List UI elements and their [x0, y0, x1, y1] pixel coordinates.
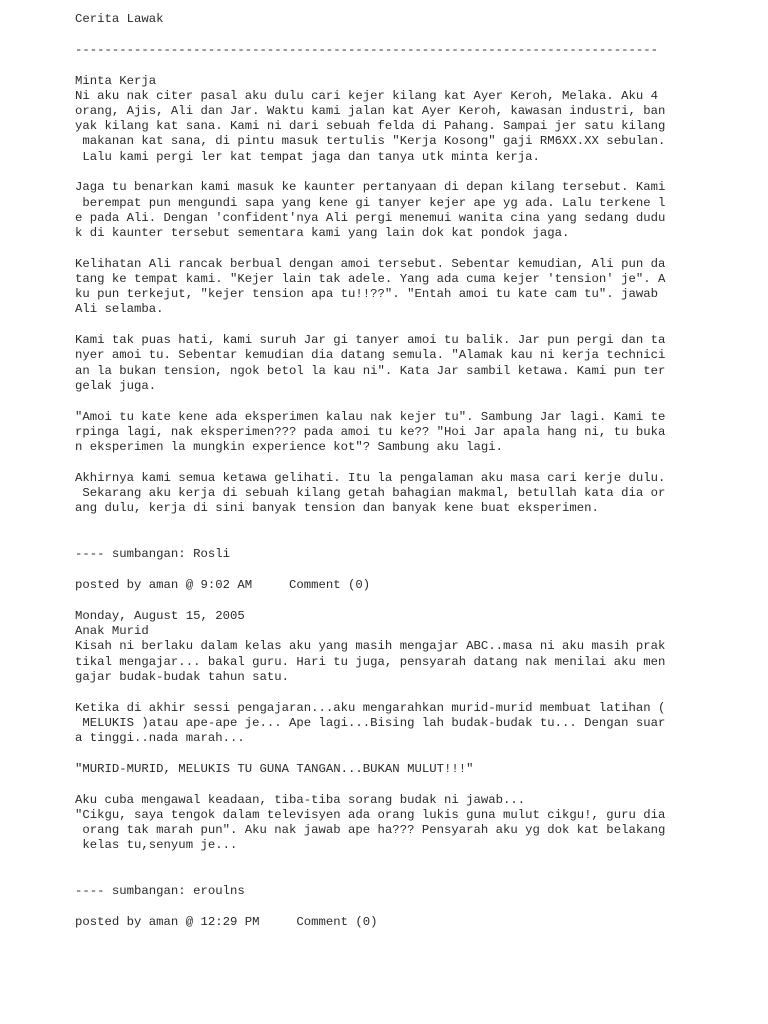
paragraph: Akhirnya kami semua ketawa gelihati. Itu la pengalaman aku masa cari kerje dulu. Sekarang aku kerja di sebuah kilang getah bahagian makmal, betullah kata dia or ang dulu, kerja di sini banyak tension dan banyak kene buat eksperimen.	[75, 470, 666, 516]
paragraph: Kami tak puas hati, kami suruh Jar gi tanyer amoi tu balik. Jar pun pergi dan ta nyer amoi tu. Sebentar kemudian dia datang semula. "Alamak kau ni kerja technici an la bukan tension, ngok betol la kau ni". Kata Jar sambil ketawa. Kami pun ter gelak juga.	[75, 333, 666, 393]
paragraph: Kelihatan Ali rancak berbual dengan amoi tersebut. Sebentar kemudian, Ali pun da tang ke tempat kami. "Kejer lain tak adele. Yang ada cuma kejer 'tension' je". A ku pun terkejut, "kejer tension apa tu!!??". "Entah amoi tu kate cam tu". jawab Ali selamba.	[75, 256, 666, 317]
paragraph: Ketika di akhir sessi pengajaran...aku mengarahkan murid-murid membuat latihan ( MELUKIS )atau ape-ape je... Ape lagi...Bising lah budak-budak tu... Dengan suar a tinggi..nada marah...	[75, 700, 666, 746]
contributor-credit: ---- sumbangan: eroulns	[75, 884, 245, 899]
post-title: Anak Murid	[75, 624, 149, 639]
paragraph: "MURID-MURID, MELUKIS TU GUNA TANGAN...BUKAN MULUT!!!"	[75, 761, 474, 776]
posted-by-link[interactable]: posted by aman @ 12:29 PM	[75, 915, 260, 930]
post-date: Monday, August 15, 2005	[75, 609, 245, 624]
posted-by-link[interactable]: posted by aman @ 9:02 AM	[75, 578, 253, 593]
post-footer	[75, 578, 685, 593]
paragraph: Kisah ni berlaku dalam kelas aku yang masih mengajar ABC..masa ni aku masih prak tikal mengajar... bakal guru. Hari tu juga, pensyarah datang nak menilai aku men gajar budak-budak tahun satu.	[75, 639, 666, 684]
comment-link[interactable]: Comment (0)	[289, 578, 371, 593]
comment-link[interactable]: Comment (0)	[296, 915, 378, 930]
post-minta-kerja	[75, 74, 685, 594]
post-footer	[75, 915, 685, 930]
contributor-credit: ---- sumbangan: Rosli	[75, 547, 230, 562]
paragraph: "Amoi tu kate kene ada eksperimen kalau nak kejer tu". Sambung Jar lagi. Kami te rpinga lagi, nak eksperimen??? pada amoi tu ke?? "Hoi Jar apala hang ni, tu buka n eksperimen la mungkin experience kot"? Sambung aku lagi.	[75, 409, 666, 455]
paragraph: Aku cuba mengawal keadaan, tiba-tiba sorang budak ni jawab... "Cikgu, saya tengok dalam televisyen ada orang lukis guna mulut cikgu!, guru dia orang tak marah pun". Aku nak jawab ape ha??? Pensyarah aku yg dok kat belakang kelas tu,senyum je...	[75, 792, 666, 853]
separator-line: -------------------------------------------------------------------------------	[75, 42, 658, 57]
post-title: Minta Kerja	[75, 73, 157, 88]
paragraph: Jaga tu benarkan kami masuk ke kaunter pertanyaan di depan kilang tersebut. Kami berempat pun mengundi sapa yang kene gi tanyer kejer ape yg ada. Lalu terkene l e pada Ali. Dengan 'confident'nya Ali pergi menemui wanita cina yang sedang dudu k di kaunter tersebut sementara kami yang lain dok kat pondok jaga.	[75, 180, 666, 241]
blog-title: Cerita Lawak	[75, 12, 164, 26]
post-anak-murid	[75, 609, 685, 930]
paragraph: Ni aku nak citer pasal aku dulu cari kejer kilang kat Ayer Keroh, Melaka. Aku 4 orang, Ajis, Ali dan Jar. Waktu kami jalan kat Ayer Keroh, kawasan industri, ban yak kilang kat sana. Kami ni dari sebuah felda di Pahang. Sampai jer satu kilang makanan kat sana, di pintu masuk tertulis "Kerja Kosong" gaji RM6XX.XX sebulan. Lalu kami pergi ler kat tempat jaga dan tanya utk minta kerja.	[75, 88, 666, 164]
document-page	[75, 12, 685, 930]
